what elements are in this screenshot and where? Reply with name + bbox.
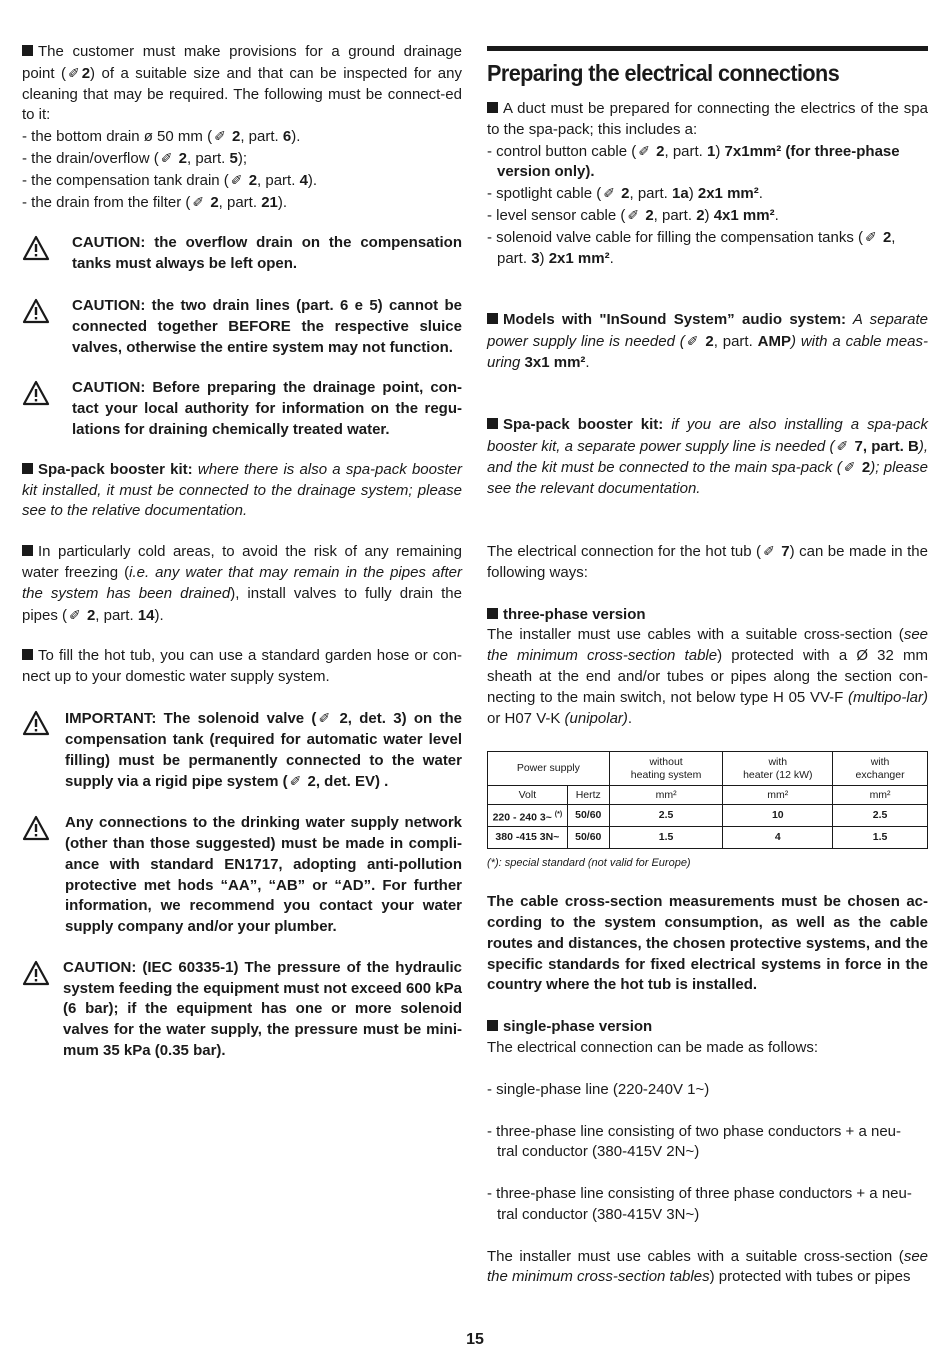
title-rule	[487, 46, 928, 51]
single-phase-heading: single-phase version	[487, 1017, 928, 1038]
table-header-cell: with heater (12 kW)	[723, 752, 833, 786]
cross-section-table	[487, 751, 928, 849]
warning-icon	[22, 235, 50, 261]
list-item: - spotlight cable ( ✐ 2, part. 1a) 2x1 mm².	[487, 185, 763, 203]
caution-overflow: CAUTION: the overflow drain on the compensation tanks must always be left open.	[22, 233, 462, 275]
pencil-icon: ✐	[603, 185, 615, 202]
insound-paragraph: Models with "InSound System” audio system: A separate power supply line is needed ( ✐ 2, part. AMP) with a cable meas-uring 3x1 mm².	[487, 311, 928, 371]
pencil-icon: ✐	[160, 149, 173, 166]
caution-drain-lines: CAUTION: the two drain lines (part. 6 e 5) cannot be connected together BEFORE the respective sluice valves, otherwise the entire system may not function.	[22, 296, 462, 358]
bullet-square-icon	[22, 463, 33, 474]
right-column	[487, 46, 928, 1288]
pencil-icon: ✐	[69, 606, 81, 623]
table-cell: 1.5	[609, 827, 723, 849]
list-item: - control button cable ( ✐ 2, part. 1) 7x1mm² (for three-phase	[487, 142, 900, 160]
table-subheader-cell: mm²	[833, 786, 928, 805]
bullet-square-icon	[22, 649, 33, 660]
list-item: - the drain/overflow ( ✐ 2, part. 5);	[22, 149, 248, 167]
pencil-icon: ✐	[763, 542, 775, 559]
list-item: - three-phase line consisting of two phase conductors + a neu-	[487, 1122, 901, 1140]
left-column	[22, 42, 462, 1062]
bullet-square-icon	[22, 45, 33, 56]
page-number: 15	[466, 1331, 484, 1348]
table-header-cell: Power supply	[488, 752, 610, 786]
booster-kit-paragraph: Spa-pack booster kit: where there is also a spa-pack booster kit installed, it must be connected to the drainage system; please see to the relative documentation.	[22, 460, 462, 520]
pencil-icon: ✐	[318, 709, 331, 726]
list-item: - the drain from the filter ( ✐ 2, part. 21).	[22, 193, 288, 211]
pencil-icon: ✐	[843, 459, 856, 476]
table-header-cell: with exchanger	[833, 752, 928, 786]
pencil-icon: ✐	[627, 206, 640, 223]
warning-icon	[22, 815, 50, 841]
three-phase-heading: three-phase version	[487, 605, 928, 626]
drainage-paragraph: The customer must make provisions for a ground drainage point ( ✐ 2) of a suitable size and that can be inspected for any cleaning that may be required. The following must be connect-ed to it:	[22, 43, 462, 124]
table-cell: 50/60	[567, 805, 609, 827]
table-cell: 220 - 240 3~ (*)	[488, 805, 568, 827]
list-item-continuation: tral conductor (380-415V 3N~)	[497, 1205, 700, 1223]
pencil-icon: ✐	[865, 228, 877, 245]
table-subheader-cell: Hertz	[567, 786, 609, 805]
table-cell: 10	[723, 805, 833, 827]
warning-icon	[22, 960, 50, 986]
pencil-icon: ✐	[230, 171, 243, 188]
table-cell: 4	[723, 827, 833, 849]
three-phase-paragraph: The installer must use cables with a suitable cross-section (see the minimum cross-section table) protected with a Ø 32 mm sheath at the end and/or tubes or pipes along the section con-necting to the main switch, not below type H 05 VV-F (multipo-lar) or H07 V-K (unipolar).	[487, 626, 929, 727]
table-cell: 50/60	[567, 827, 609, 849]
table-subheader-cell: mm²	[609, 786, 723, 805]
table-footnote: (*): special standard (not valid for Europe)	[487, 857, 691, 870]
pencil-icon: ✐	[214, 128, 226, 145]
table-row	[488, 827, 928, 849]
pencil-icon: ✐	[289, 773, 302, 790]
bullet-square-icon	[487, 418, 498, 429]
table-cell: 2.5	[833, 805, 928, 827]
duct-paragraph: A duct must be prepared for connecting the electrics of the spa to the spa-pack; this includes a:	[487, 100, 928, 138]
bullet-square-icon	[487, 1020, 498, 1031]
table-subheader-cell: Volt	[488, 786, 568, 805]
table-subheader-row	[488, 786, 928, 805]
table-cell: 2.5	[609, 805, 723, 827]
measurement-paragraph: The cable cross-section measurements must be chosen ac-cording to the system consumption, as well as the cable routes and distances, the chosen protective systems, and the specific standards for fixed electrical systems in force in the country where the hot tub is installed.	[487, 893, 928, 994]
pencil-icon: ✐	[686, 333, 699, 350]
bullet-square-icon	[22, 545, 33, 556]
caution-local-authority: CAUTION: Before preparing the drainage point, con-tact your local authority for information on the regu-lations for draining chemically treated water.	[22, 378, 462, 440]
table-header-cell: without heating system	[609, 752, 723, 786]
table-cell: 1.5	[833, 827, 928, 849]
table-header-row	[488, 752, 928, 786]
list-item: - the compensation tank drain ( ✐ 2, part. 4).	[22, 171, 318, 189]
cold-areas-paragraph: In particularly cold areas, to avoid the risk of any remaining water freezing (i.e. any water that may remain in the pipes after the system has been drained), install valves to fully drain the pipes ( ✐ 2, part. 14).	[22, 543, 462, 624]
caution-pressure: CAUTION: (IEC 60335-1) The pressure of the hydraulic system feeding the equipment must not exceed 600 kPa (6 bar); if the equipment has one or more solenoid valves for the water supply, the pressure must be mini-mum 35 kPa (0.35 bar).	[22, 958, 462, 1062]
pencil-icon: ✐	[192, 193, 205, 210]
final-paragraph: The installer must use cables with a suitable cross-section (see the minimum cross-section tables) protected with tubes or pipes	[487, 1247, 928, 1286]
table-cell: 380 -415 3N~	[488, 827, 568, 849]
bullet-square-icon	[487, 102, 498, 113]
list-item: - solenoid valve cable for filling the compensation tanks ( ✐ 2,	[487, 228, 896, 246]
list-item: - single-phase line (220-240V 1~)	[487, 1080, 710, 1098]
list-item: - three-phase line consisting of three phase conductors + a neu-	[487, 1185, 912, 1203]
table-row	[488, 805, 928, 827]
pencil-icon: ✐	[638, 142, 650, 159]
list-item: - the bottom drain ø 50 mm ( ✐ 2, part. 6).	[22, 128, 301, 146]
single-phase-intro: The electrical connection can be made as follows:	[487, 1038, 819, 1056]
list-item-continuation: part. 3) 2x1 mm².	[497, 249, 614, 267]
fill-paragraph: To fill the hot tub, you can use a standard garden hose or con-nect up to your domestic water supply system.	[22, 647, 462, 686]
drinking-water-warning: Any connections to the drinking water supply network (other than those suggested) must be made in compli-ance with standard EN1717, adopting anti-pollution protective met hods “AA”, “AB” or “AD”. For further information, we recommend you contact your water supply company and/or your plumber.	[22, 813, 462, 938]
bullet-square-icon	[487, 313, 498, 324]
warning-icon	[22, 298, 50, 324]
list-item: - level sensor cable ( ✐ 2, part. 2) 4x1 mm².	[487, 206, 779, 224]
bullet-square-icon	[487, 608, 498, 619]
section-title: Preparing the electrical connections	[487, 60, 840, 86]
drain-list	[22, 126, 462, 213]
list-item-continuation: tral conductor (380-415V 2N~)	[497, 1143, 700, 1161]
pencil-icon: ✐	[67, 64, 80, 81]
warning-icon	[22, 710, 50, 736]
pencil-icon: ✐	[836, 437, 849, 454]
connection-paragraph: The electrical connection for the hot tub ( ✐ 7) can be made in the following ways:	[487, 542, 928, 581]
cable-list	[487, 141, 928, 270]
booster-kit-right-paragraph: Spa-pack booster kit: if you are also installing a spa-pack booster kit, a separate power supply line is needed ( ✐ 7, part. B), and the kit must be connected to the main spa-pack ( ✐ 2); please see the relevant documentation.	[487, 415, 928, 498]
list-item-continuation: version only).	[497, 163, 595, 181]
important-solenoid: IMPORTANT: The solenoid valve ( ✐ 2, det. 3) on the compensation tank (required for automatic water level filling) must be permanently connected to the water supply via a rigid pipe system ( ✐ 2, det. EV) .	[22, 708, 462, 793]
warning-icon	[22, 380, 50, 406]
table-subheader-cell: mm²	[723, 786, 833, 805]
